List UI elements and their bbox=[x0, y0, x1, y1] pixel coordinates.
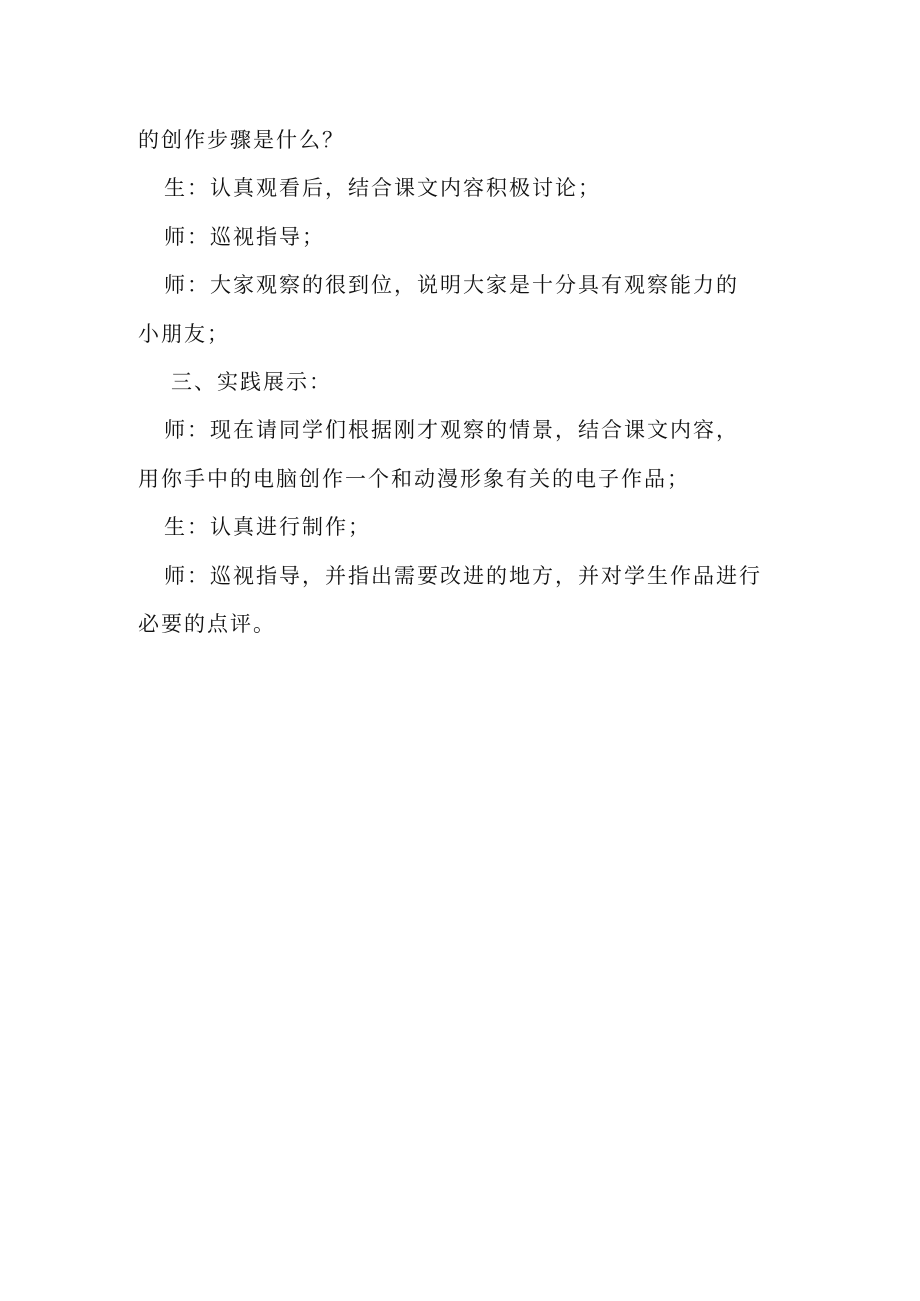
section-heading: 三、实践展示： bbox=[171, 370, 332, 394]
text-line: 小朋友； bbox=[138, 322, 230, 346]
text-line: 用你手中的电脑创作一个和动漫形象有关的电子作品； bbox=[138, 467, 690, 491]
text-line: 生：认真进行制作； bbox=[164, 515, 371, 539]
text-line: 生：认真观看后，结合课文内容积极讨论； bbox=[164, 176, 601, 200]
text-line: 必要的点评。 bbox=[138, 612, 276, 636]
text-line: 师：巡视指导，并指出需要改进的地方，并对学生作品进行 bbox=[164, 564, 762, 588]
text-line: 师：巡视指导； bbox=[164, 225, 325, 249]
text-line: 的创作步骤是什么？ bbox=[138, 128, 345, 152]
text-line: 师：大家观察的很到位，说明大家是十分具有观察能力的 bbox=[164, 273, 739, 297]
text-line: 师：现在请同学们根据刚才观察的情景，结合课文内容， bbox=[164, 418, 739, 442]
